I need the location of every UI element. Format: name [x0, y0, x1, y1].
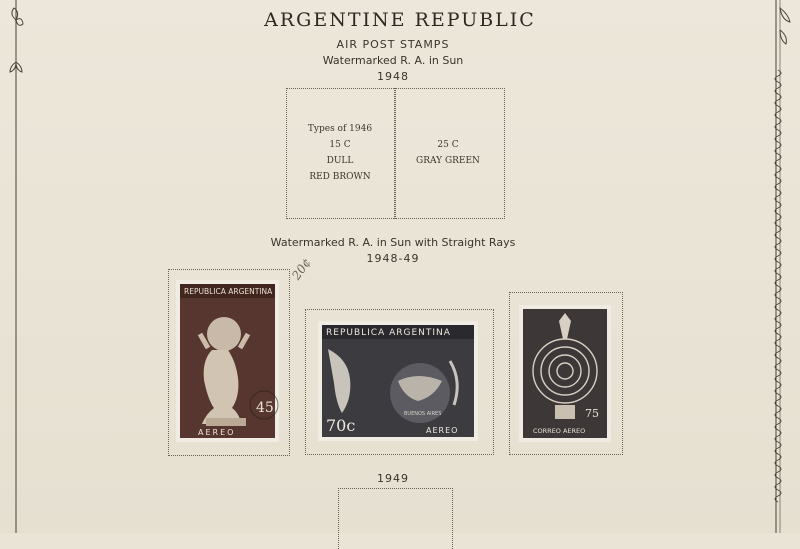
stamp-value: 70c	[326, 416, 356, 435]
watermark-heading-1948: Watermarked R. A. in Sun	[322, 54, 464, 67]
year-heading-1949: 1949	[377, 472, 409, 485]
caption-line: GRAY GREEN	[416, 156, 480, 166]
stamp-bottom-label: AEREO	[426, 426, 459, 435]
caption-line: 15 C	[329, 140, 351, 150]
caption-line: 25 C	[437, 140, 459, 150]
caption-line: DULL	[326, 156, 354, 166]
stamp-globe-70c	[318, 321, 478, 441]
stamp-atlas-45c	[176, 280, 279, 442]
pencil-note: 20¢	[289, 255, 314, 283]
year-heading-1948: 1948	[377, 70, 409, 83]
stamp-bottom-label: AEREO	[198, 428, 236, 437]
watermark-heading-1948-49: Watermarked R. A. in Sun with Straight Rays	[270, 236, 516, 249]
stamp-frame-1949	[338, 488, 453, 549]
stamp-country-label: REPUBLICA ARGENTINA	[184, 287, 273, 296]
stamp-shooting-75c	[519, 305, 611, 442]
stamp-value: 75	[585, 407, 599, 420]
frame-caption-25c	[394, 137, 502, 169]
stamp-country-label: REPUBLICA ARGENTINA	[326, 328, 451, 338]
caption-line: RED BROWN	[309, 172, 371, 182]
frame-caption-15c	[286, 121, 394, 185]
page-title: ARGENTINE REPUBLIC	[264, 9, 536, 31]
stamp-city-label: BUENOS AIRES	[404, 411, 442, 417]
year-heading-1948-49: 1948-49	[366, 252, 420, 265]
stamp-bottom-label: CORREO AEREO	[533, 427, 586, 435]
caption-line: Types of 1946	[307, 124, 373, 134]
stamp-value: 45	[256, 400, 274, 416]
section-heading: AIR POST STAMPS	[336, 38, 450, 51]
